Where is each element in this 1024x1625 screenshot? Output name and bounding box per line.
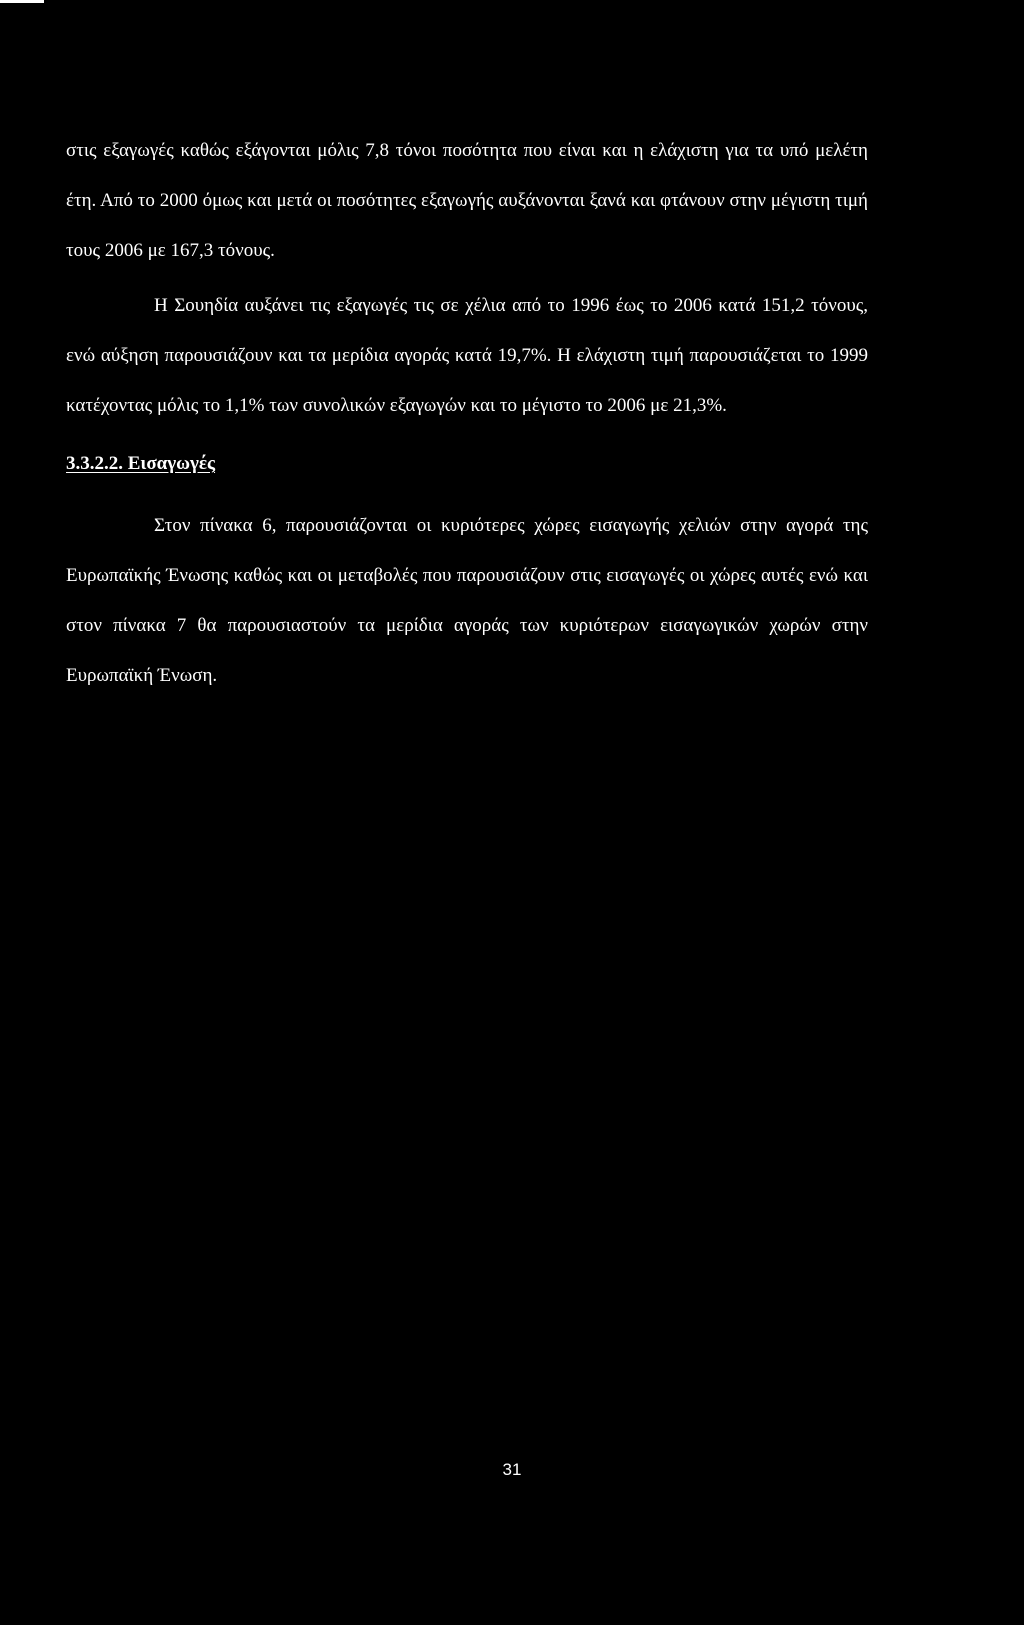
scan-corner-mark xyxy=(0,0,44,3)
paragraph-imports-intro: Στον πίνακα 6, παρουσιάζονται οι κυριότερες χώρες εισαγωγής χελιών στην αγορά της Ευρωπαϊκής Ένωσης καθώς και οι μεταβολές που παρουσιάζουν στις εισαγωγές οι χώρες αυτές ενώ και στον πίνακα 7 θα παρουσιαστούν τα μερίδια αγοράς των κυριότερων εισαγωγικών χωρών στην Ευρωπαϊκή Ένωση. xyxy=(66,515,868,686)
paragraph-exports-continued: στις εξαγωγές καθώς εξάγονται μόλις 7,8 τόνοι ποσότητα που είναι και η ελάχιστη για τα υπό μελέτη έτη. Από το 2000 όμως και μετά οι ποσότητες εξαγωγής αυξάνονται ξανά και φτάνουν στην μέγιστη τιμή τους 2006 με 167,3 τόνους. xyxy=(66,140,868,261)
page-number: 31 xyxy=(502,1460,522,1479)
paragraph-sweden-exports: Η Σουηδία αυξάνει τις εξαγωγές τις σε χέλια από το 1996 έως το 2006 κατά 151,2 τόνους, ενώ αύξηση παρουσιάζουν και τα μερίδια αγοράς κατά 19,7%. Η ελάχιστη τιμή παρουσιάζεται το 1999 κατέχοντας μόλις το 1,1% των συνολικών εξαγωγών και το μέγιστο το 2006 με 21,3%. xyxy=(66,295,868,416)
section-heading-imports: 3.3.2.2. Εισαγωγές xyxy=(66,453,216,474)
document-page xyxy=(66,126,868,701)
